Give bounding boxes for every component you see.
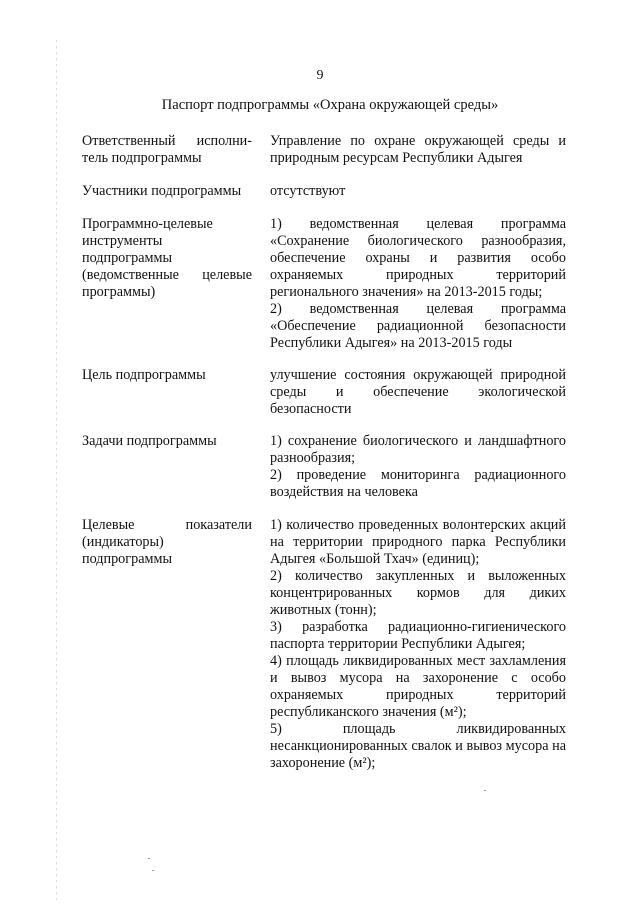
passport-row-value xyxy=(270,133,566,167)
passport-row-value xyxy=(270,517,566,772)
passport-row xyxy=(82,433,572,501)
binding-margin-marks xyxy=(56,40,58,900)
passport-row xyxy=(82,183,572,200)
scan-speck xyxy=(152,870,154,871)
scan-speck xyxy=(484,790,486,791)
scan-speck xyxy=(148,858,150,859)
passport-row-value xyxy=(270,183,566,200)
page-number: 9 xyxy=(316,68,324,83)
passport-value-paragraph: 1) количество проведенных волонтерских акций на территории природного парка Республики Адыгея «Большой Тхач» (единиц); xyxy=(270,517,566,567)
passport-value-paragraph: 3) разработка радиационно-гигиенического паспорта территории Республики Адыгея; xyxy=(270,619,566,652)
passport-value-paragraph: 1) ведомственная целевая программа «Сохранение биологического разнообразия, обеспечение охраны и развития особо охраняемых природных территорий регионального значения» на 2013-2015 годы; xyxy=(270,216,566,300)
passport-row xyxy=(82,216,572,352)
passport-value-paragraph: 2) проведение мониторинга радиационного воздействия на человека xyxy=(270,467,566,500)
passport-row-label: Участники подпрограммы xyxy=(82,183,242,199)
passport-row xyxy=(82,133,572,167)
passport-value-paragraph: Управление по охране окружающей среды и природным ресурсам Республики Адыгея xyxy=(270,133,566,166)
passport-row-label: Цель подпрограммы xyxy=(82,367,206,383)
passport-value-paragraph: 1) сохранение биологического и ландшафтного разнообразия; xyxy=(270,433,566,466)
passport-row-value xyxy=(270,367,566,418)
passport-value-paragraph: 2) количество закупленных и выложенных концентрированных кормов для диких животных (тонн); xyxy=(270,568,566,618)
passport-row-label: Ответственный исполни-тель подпрограммы xyxy=(82,133,252,166)
page-title: Паспорт подпрограммы «Охрана окружающей среды» xyxy=(161,97,499,113)
passport-value-paragraph: отсутствуют xyxy=(270,183,346,199)
passport-value-paragraph: 4) площадь ликвидированных мест захламления и вывоз мусора на захоронение с особо охраняемых природных территорий республиканского значения (м²); xyxy=(270,653,566,720)
passport-row xyxy=(82,517,572,772)
passport-row-label: Программно-целевые инструменты подпрограммы (ведомственные целевые программы) xyxy=(82,216,252,300)
passport-value-paragraph: улучшение состояния окружающей природной среды и обеспечение экологической безопасности xyxy=(270,367,566,417)
passport-row-label: Целевые показатели (индикаторы) подпрограммы xyxy=(82,517,252,567)
passport-row-value xyxy=(270,433,566,501)
passport-value-paragraph: 5) площадь ликвидированных несанкционированных свалок и вывоз мусора на захоронение (м²); xyxy=(270,721,566,771)
passport-row-value xyxy=(270,216,566,352)
passport-row xyxy=(82,367,572,418)
passport-value-paragraph: 2) ведомственная целевая программа «Обеспечение радиационной безопасности Республики Адыгея» на 2013-2015 годы xyxy=(270,301,566,351)
passport-row-label: Задачи подпрограммы xyxy=(82,433,217,449)
